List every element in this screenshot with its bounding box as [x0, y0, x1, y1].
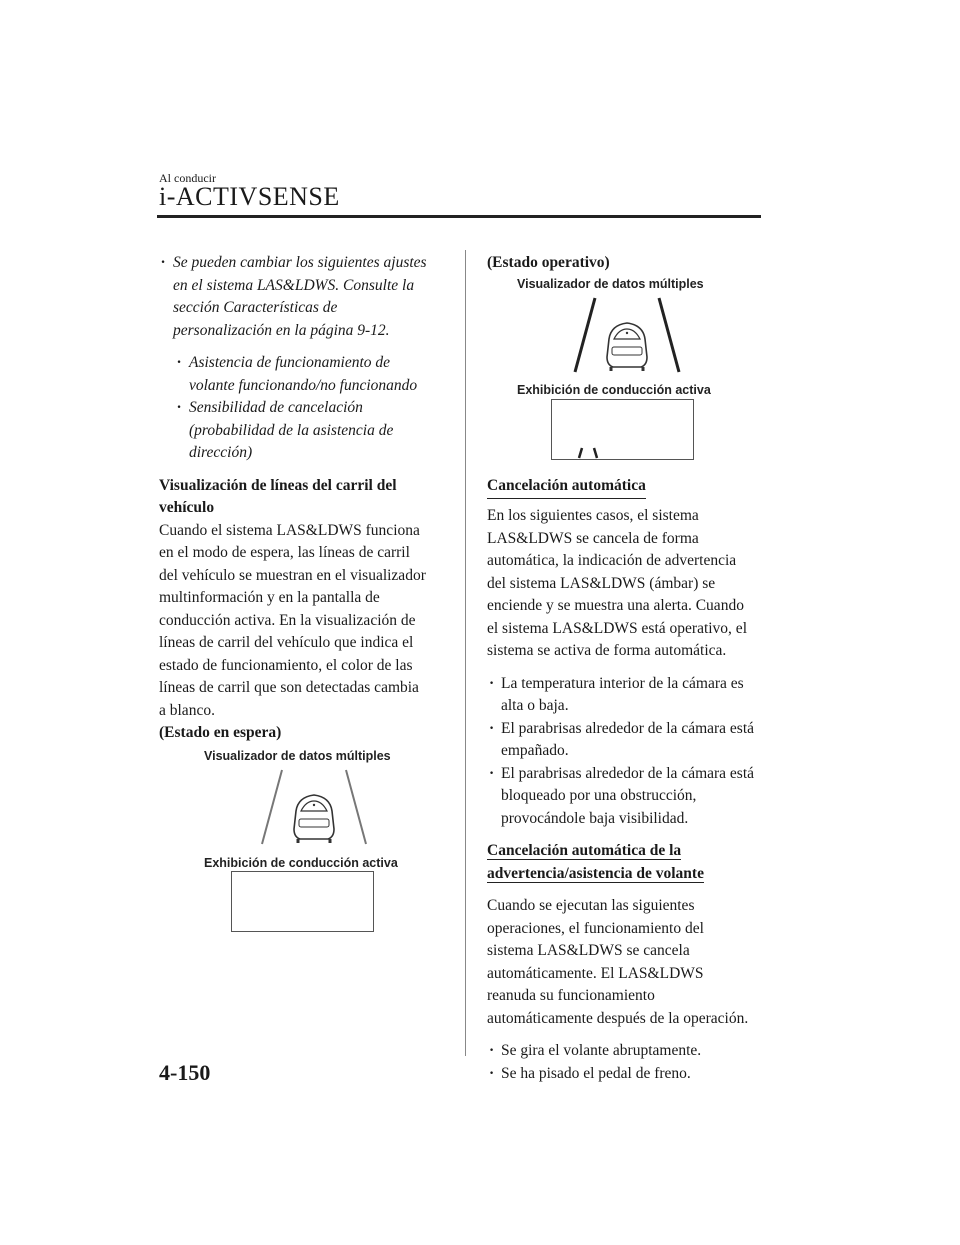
vehicle-icon	[607, 323, 647, 371]
vehicle-icon	[294, 795, 334, 843]
active-driving-display-label: Exhibición de conducción activa	[204, 855, 398, 870]
page-number: 4-150	[159, 1060, 211, 1085]
lane-lines-body: Cuando el sistema LAS&LDWS funciona en el modo de espera, las líneas de carril del vehículo se muestran en el visualizador multinformación y en la pantalla de conducción activa. En la visualización de líneas de carril del vehículo que indica el estado de funcionamiento, el color de las líneas de carril que son detectadas cambia a blanco.	[159, 521, 426, 719]
column-divider	[465, 250, 466, 1056]
active-driving-lane-marks	[552, 400, 693, 459]
right-column	[487, 252, 763, 1085]
header-rule	[157, 215, 761, 218]
auto-cancel-heading: Cancelación automática	[487, 475, 646, 500]
warning-assist-cancel-heading: Cancelación automática de la advertencia/asistencia de volante	[487, 842, 704, 882]
sub-bullet-steering-assist: · Asistencia de funcionamiento de volante funcionando/no funcionando	[175, 352, 453, 397]
section-label: Al conducir	[159, 171, 216, 185]
lane-lines-heading: Visualización de líneas del carril del vehículo	[159, 476, 397, 516]
bullet-windshield-blocked: · El parabrisas alrededor de la cámara está bloqueado por una obstrucción, provocándole baja visibilidad.	[487, 763, 763, 831]
multi-info-display-label: Visualizador de datos múltiples	[204, 748, 391, 763]
sub-bullet-cancel-sensitivity: · Sensibilidad de cancelación (probabilidad de la asistencia de dirección)	[175, 397, 453, 465]
bullet-windshield-fogged: · El parabrisas alrededor de la cámara está empañado.	[487, 718, 763, 763]
active-driving-display-box	[231, 871, 374, 932]
multi-info-display-lane-graphic	[254, 767, 374, 847]
auto-cancel-paragraph: En los siguientes casos, el sistema LAS&LDWS se cancela de forma automática, la indicación de advertencia del sistema LAS&LDWS (ámbar) se enciende y se muestra una alerta. Cuando el sistema LAS&LDWS está operativo, el sistema se activa de forma automática.	[487, 507, 747, 659]
settings-note: · Se pueden cambiar los siguientes ajustes en el sistema LAS&LDWS. Consulte la sección Características de personalización en la página 9-12.	[159, 252, 453, 342]
operative-state-label: (Estado operativo)	[487, 254, 610, 271]
multi-info-display-label: Visualizador de datos múltiples	[517, 276, 704, 291]
warning-assist-cancel-paragraph: Cuando se ejecutan las siguientes operaciones, el funcionamiento del sistema LAS&LDWS se cancela automáticamente. El LAS&LDWS reanuda su funcionamiento automáticamente después de la operación.	[487, 897, 749, 1027]
bullet-steering-abrupt: · Se gira el volante abruptamente.	[487, 1040, 763, 1063]
chapter-title: i-ACTIVSENSE	[159, 182, 340, 211]
active-driving-display-box	[551, 399, 694, 460]
bullet-brake-pedal: · Se ha pisado el pedal de freno.	[487, 1063, 763, 1086]
bullet-camera-temperature: · La temperatura interior de la cámara es alta o baja.	[487, 673, 763, 718]
active-driving-display-label: Exhibición de conducción activa	[517, 382, 711, 397]
operative-figure	[487, 275, 763, 487]
left-column	[159, 252, 453, 945]
standby-figure	[159, 745, 453, 945]
multi-info-display-lane-graphic	[567, 295, 687, 375]
standby-state-label: (Estado en espera)	[159, 724, 282, 741]
